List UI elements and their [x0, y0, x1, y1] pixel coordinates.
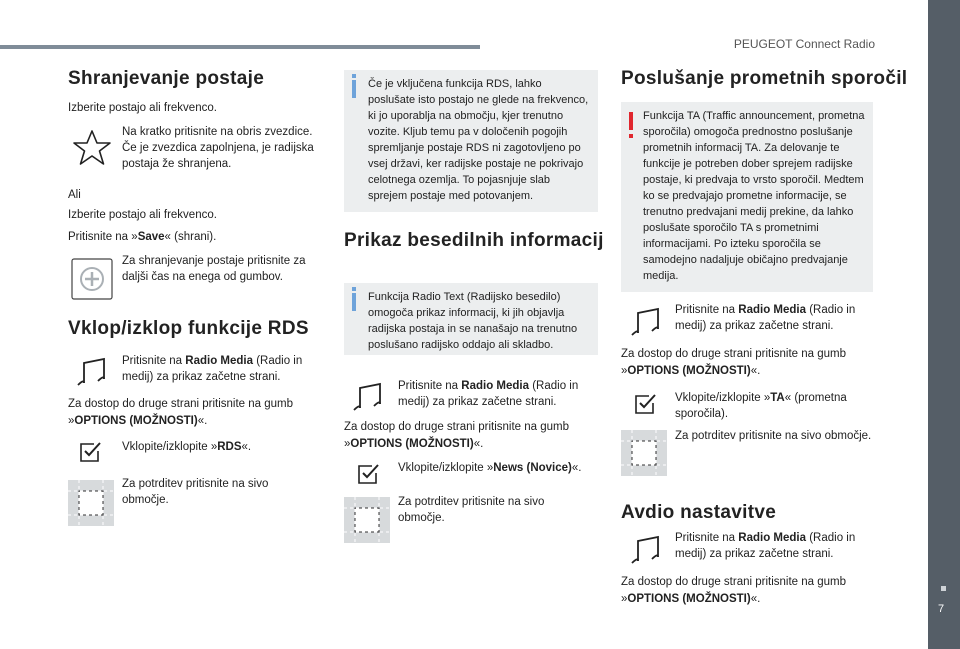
confirm-area-icon — [68, 480, 114, 526]
checkbox-icon — [78, 440, 102, 464]
paragraph: Za dostop do druge strani pritisnite na gumb »OPTIONS (MOŽNOSTI)«. — [68, 398, 294, 427]
paragraph: Za dostop do druge strani pritisnite na gumb »OPTIONS (MOŽNOSTI)«. — [621, 576, 847, 605]
paragraph: Za dostop do druge strani pritisnite na gumb »OPTIONS (MOŽNOSTI)«. — [344, 421, 570, 450]
add-preset-icon — [71, 258, 113, 300]
side-tab — [928, 0, 960, 649]
paragraph: Izberite postajo ali frekvenco. — [68, 209, 217, 221]
step-text: Vklopite/izklopite »News (Novice)«. — [398, 462, 582, 474]
music-note-icon — [628, 305, 664, 341]
info-box: Funkcija Radio Text (Radijsko besedilo) omogoča prikaz informacij, ki jih objavlja radijska postaja in se nanašajo na trenutno poslušano radijsko oddajo ali skladbo. — [344, 283, 598, 355]
step-text: Vklopite/izklopite »RDS«. — [122, 441, 252, 453]
warning-icon — [629, 112, 633, 130]
music-note-icon — [350, 380, 386, 416]
step-text: Za potrditev pritisnite na sivo območje. — [122, 478, 269, 506]
step-text: Za potrditev pritisnite na sivo območje. — [675, 430, 872, 442]
confirm-area-icon — [344, 497, 390, 543]
star-icon — [72, 128, 112, 168]
step-text: Pritisnite na Radio Media (Radio in medij) za prikaz začetne strani. — [675, 532, 856, 560]
info-icon — [352, 80, 356, 98]
paragraph: Izberite postajo ali frekvenco. — [68, 102, 217, 114]
music-note-icon — [628, 533, 664, 569]
step-text: Pritisnite na Radio Media (Radio in medij) za prikaz začetne strani. — [122, 355, 303, 383]
paragraph: Za dostop do druge strani pritisnite na gumb »OPTIONS (MOŽNOSTI)«. — [621, 348, 847, 377]
paragraph: Pritisnite na »Save« (shrani). — [68, 231, 217, 243]
checkbox-icon — [633, 392, 657, 416]
step-text: Na kratko pritisnite na obris zvezdice. Če je zvezdica zapolnjena, je radijska postaja že shranjena. — [122, 126, 314, 170]
header-rule — [0, 45, 480, 49]
step-text: Za shranjevanje postaje pritisnite za daljši čas na enega od gumbov. — [122, 255, 306, 283]
header-label: PEUGEOT Connect Radio — [733, 37, 875, 51]
section-title-save-station: Shranjevanje postaje — [68, 68, 265, 89]
paragraph: Ali — [68, 189, 81, 201]
confirm-area-icon — [621, 430, 667, 476]
info-icon — [352, 293, 356, 311]
section-title-audio: Avdio nastavitve — [621, 502, 777, 523]
info-box: Če je vključena funkcija RDS, lahko poslušate isto postajo ne glede na frekvenco, ki jo uporablja na območju, kjer trenutno vozite. Kljub temu pa v določenih pogojih spremljanje postaje RDS ni zagotovljeno po vsej državi, ker radijske postaje ne pokrivajo celotnega ozemlja. To pojasnjuje slab sprejem postaje med potovanjem. — [344, 70, 598, 212]
checkbox-icon — [356, 462, 380, 486]
section-title-radio-text: Prikaz besedilnih informacij — [344, 230, 604, 251]
page-number: 7 — [938, 603, 945, 615]
step-text: Pritisnite na Radio Media (Radio in medij) za prikaz začetne strani. — [398, 380, 579, 408]
page-marker — [941, 586, 946, 591]
music-note-icon — [74, 355, 110, 391]
section-title-traffic: Poslušanje prometnih sporočil — [621, 68, 908, 89]
section-title-rds: Vklop/izklop funkcije RDS — [68, 318, 309, 339]
step-text: Vklopite/izklopite »TA« (prometna sporočila). — [675, 392, 847, 420]
step-text: Za potrditev pritisnite na sivo območje. — [398, 496, 545, 524]
step-text: Pritisnite na Radio Media (Radio in medij) za prikaz začetne strani. — [675, 304, 856, 332]
warning-box: Funkcija TA (Traffic announcement, prometna sporočila) omogoča prednostno poslušanje prometnih informacij TA. Za delovanje te funkcije je potreben dober sprejem radijske postaje, ki predvaja to vrsto sporočil. Medtem ko se predvajajo prometne informacije, se trenutno predvajani medij prekine, da lahko poslušate sporočilo TA s prometnimi informacijami. Po izteku sporočila se samodejno nadaljuje običajno predvajanje medija. — [621, 102, 873, 292]
